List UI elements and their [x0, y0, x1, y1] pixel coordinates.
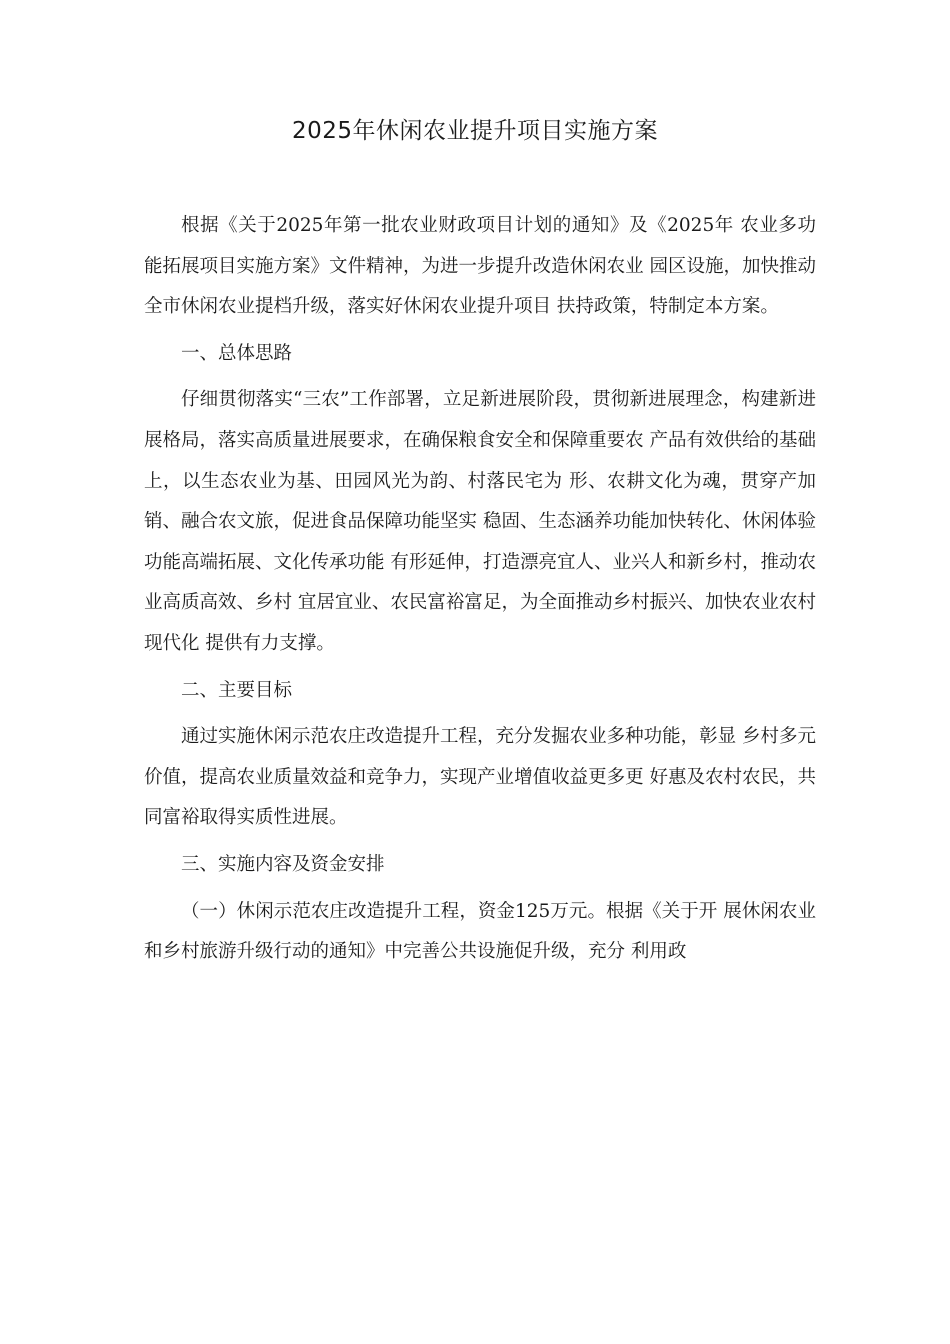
section-heading-main-goals: 二、主要目标 [181, 679, 293, 701]
section-heading-overall-approach: 一、总体思路 [181, 342, 293, 364]
section-heading-implementation-funding: 三、实施内容及资金安排 [181, 853, 385, 875]
document-title: 2025年休闲农业提升项目实施方案 [291, 118, 659, 144]
intro-paragraph: 根据《关于2025年第一批农业财政项目计划的通知》及《2025年 农业多功能拓展项目实施方案》文件精神，为进一步提升改造休闲农业 园区设施，加快推动全市休闲农业提档升级，落实好休闲农业提升项目 扶持政策，特制定本方案。 [144, 215, 816, 318]
section-paragraph-main-goals: 通过实施休闲示范农庄改造提升工程，充分发掘农业多种功能，彰显 乡村多元价值，提高农业质量效益和竞争力，实现产业增值收益更多更 好惠及农村农民，共同富裕取得实质性进展。 [144, 726, 816, 829]
document-body [144, 206, 816, 973]
section-paragraph-overall-approach: 仔细贯彻落实“三农”工作部署，立足新进展阶段，贯彻新进展理念，构建新进展格局，落实高质量进展要求，在确保粮食安全和保障重要农 产品有效供给的基础上，以生态农业为基、田园风光为韵、村落民宅为 形、农耕文化为魂，贯穿产加销、融合农文旅，促进食品保障功能坚实 稳固、生态涵养功能加快转化、休闲体验功能高端拓展、文化传承功能 有形延伸，打造漂亮宜人、业兴人和新乡村，推动农业高质高效、乡村 宜居宜业、农民富裕富足，为全面推动乡村振兴、加快农业农村现代化 提供有力支撑。 [144, 389, 816, 654]
section-paragraph-implementation-funding: （一）休闲示范农庄改造提升工程，资金125万元。根据《关于开 展休闲农业和乡村旅游升级行动的通知》中完善公共设施促升级，充分 利用政 [144, 900, 816, 963]
